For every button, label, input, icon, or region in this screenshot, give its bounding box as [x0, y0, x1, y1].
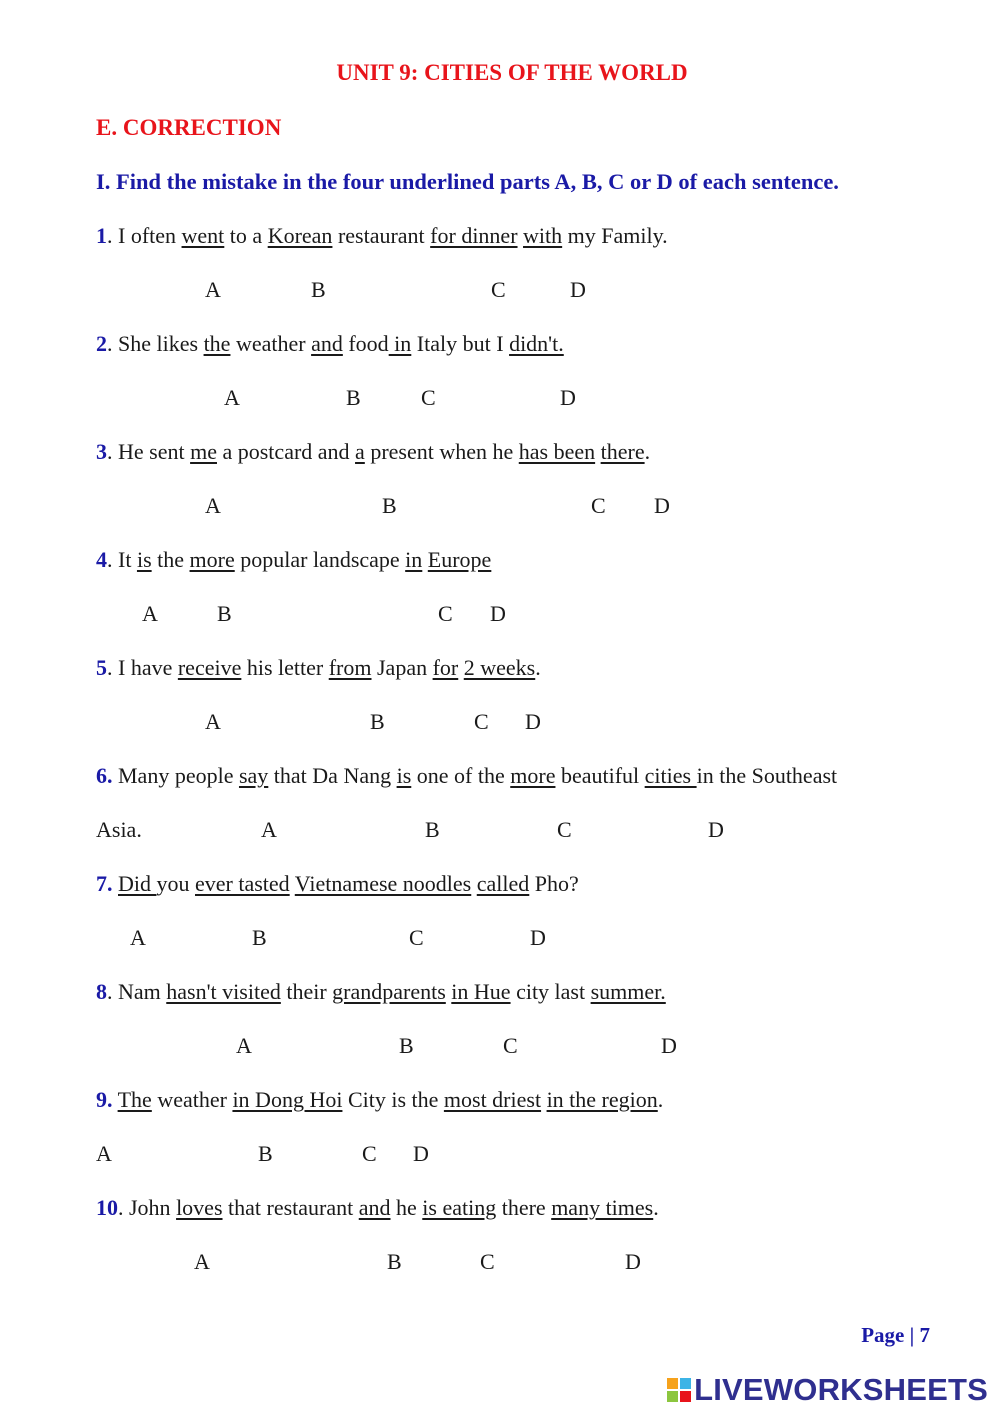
option-letter-b: B	[252, 925, 267, 950]
underlined-part: and	[358, 1195, 391, 1220]
underlined-part: the	[203, 331, 231, 356]
question-number: 2	[96, 331, 107, 356]
underlined-part: most driest	[443, 1087, 542, 1112]
question-1	[96, 223, 668, 249]
option-letter-a: A	[96, 1141, 112, 1166]
sentence-text: he	[390, 1195, 423, 1220]
option-letter-a: A	[142, 601, 158, 626]
question-6	[96, 763, 837, 789]
option-letter-d: D	[490, 601, 506, 626]
option-letter-a: A	[236, 1033, 252, 1058]
question-9	[96, 1087, 663, 1113]
underlined-part: Korean	[267, 223, 333, 248]
option-letter-c: C	[438, 601, 453, 626]
option-letter-d: D	[625, 1249, 641, 1274]
sentence-text: popular landscape	[234, 547, 406, 572]
option-letter-b: B	[311, 277, 326, 302]
question-number: 7.	[96, 871, 113, 896]
question-3	[96, 439, 650, 465]
underlined-part: with	[523, 223, 563, 248]
underlined-part: in Dong Hoi	[232, 1087, 343, 1112]
sentence-text: weather	[230, 331, 312, 356]
sentence-text: to a	[224, 223, 268, 248]
sentence-text: my Family.	[562, 223, 668, 248]
option-letter-a: A	[261, 817, 277, 842]
option-letter-b: B	[258, 1141, 273, 1166]
option-letter-b: B	[370, 709, 385, 734]
option-letter-d: D	[530, 925, 546, 950]
sentence-text: beautiful	[555, 763, 645, 788]
page-footer	[861, 1323, 930, 1348]
question-7	[96, 871, 579, 897]
underlined-part: has been	[518, 439, 596, 464]
sentence-text: weather	[151, 1087, 233, 1112]
underlined-part: is eating	[422, 1195, 497, 1220]
underlined-part: cities	[644, 763, 697, 788]
option-letter-b: B	[399, 1033, 414, 1058]
underlined-part: receive	[177, 655, 242, 680]
sentence-text: in the Southeast	[696, 763, 838, 788]
underlined-part: from	[328, 655, 372, 680]
underlined-part: in Hue	[451, 979, 511, 1004]
question-number: 8	[96, 979, 107, 1004]
option-letter-b: B	[425, 817, 440, 842]
sentence-text: .	[653, 1195, 659, 1220]
sentence-text: . He sent	[107, 439, 191, 464]
option-letter-d: D	[708, 817, 724, 842]
option-letter-b: B	[346, 385, 361, 410]
instruction: I. Find the mistake in the four underlined parts A, B, C or D of each sentence.	[96, 169, 839, 194]
underlined-part: for	[432, 655, 459, 680]
underlined-part: in the region	[546, 1087, 658, 1112]
option-letter-a: A	[205, 709, 221, 734]
sentence-text: . I have	[107, 655, 178, 680]
option-letter-d: D	[661, 1033, 677, 1058]
underlined-part: me	[190, 439, 217, 464]
sentence-text: restaurant	[332, 223, 431, 248]
logo-text: LIVEWORKSHEETS	[694, 1372, 988, 1407]
underlined-part: didn't.	[509, 331, 564, 356]
question-number: 9.	[96, 1087, 113, 1112]
underlined-part: is	[396, 763, 412, 788]
page-separator: |	[909, 1323, 915, 1347]
sentence-text: .	[644, 439, 651, 464]
option-letter-c: C	[503, 1033, 518, 1058]
underlined-part: The	[117, 1087, 152, 1112]
option-letter-c: C	[421, 385, 436, 410]
option-letter-a: A	[224, 385, 240, 410]
question-2	[96, 331, 564, 357]
sentence-text: Italy but I	[411, 331, 510, 356]
underlined-part: for dinner	[430, 223, 518, 248]
option-letter-c: C	[491, 277, 506, 302]
sentence-text: . I often	[107, 223, 182, 248]
question-number: 10	[96, 1195, 118, 1220]
question-number: 6.	[96, 763, 113, 788]
underlined-part: hasn't visited	[166, 979, 281, 1004]
question-number: 4	[96, 547, 107, 572]
sentence-text: that restaurant	[222, 1195, 359, 1220]
sentence-text: .	[657, 1087, 664, 1112]
sentence-text: . It	[107, 547, 137, 572]
sentence-text: city last	[510, 979, 591, 1004]
question-5	[96, 655, 541, 681]
sentence-text: Many people	[112, 763, 239, 788]
underlined-part: summer.	[590, 979, 666, 1004]
page-label: Page	[861, 1323, 905, 1347]
option-letter-c: C	[557, 817, 572, 842]
underlined-part: Europe	[427, 547, 492, 572]
underlined-part: Vietnamese noodles	[294, 871, 472, 896]
question-number: 3	[96, 439, 107, 464]
question-number: 1	[96, 223, 107, 248]
option-letter-c: C	[480, 1249, 495, 1274]
option-letter-b: B	[217, 601, 232, 626]
option-letter-b: B	[387, 1249, 402, 1274]
page-title: UNIT 9: CITIES OF THE WORLD	[336, 60, 688, 85]
underlined-part: more	[510, 763, 556, 788]
option-letter-c: C	[409, 925, 424, 950]
underlined-part: loves	[176, 1195, 223, 1220]
sentence-text: his letter	[241, 655, 329, 680]
sentence-text: . She likes	[107, 331, 204, 356]
question-10	[96, 1195, 659, 1221]
sentence-text: City is the	[342, 1087, 444, 1112]
sentence-text: you	[156, 871, 195, 896]
sentence-text: Pho?	[529, 871, 579, 896]
option-letter-d: D	[570, 277, 586, 302]
option-letter-c: C	[362, 1141, 377, 1166]
question-4	[96, 547, 491, 573]
sentence-text: there	[496, 1195, 552, 1220]
liveworksheets-logo	[667, 1372, 988, 1408]
logo-grid-icon	[667, 1378, 691, 1402]
underlined-part: went	[181, 223, 225, 248]
underlined-part: many times	[551, 1195, 654, 1220]
option-letter-a: A	[194, 1249, 210, 1274]
sentence-text: a postcard and	[216, 439, 356, 464]
underlined-part: ever tasted	[195, 871, 290, 896]
sentence-text: present when he	[364, 439, 519, 464]
underlined-part: a	[355, 439, 365, 464]
option-letter-a: A	[205, 277, 221, 302]
underlined-part: called	[476, 871, 530, 896]
underlined-part: more	[189, 547, 235, 572]
sentence-text: Japan	[371, 655, 433, 680]
underlined-part: there	[600, 439, 645, 464]
sentence-text: food	[342, 331, 389, 356]
sentence-text: that Da Nang	[268, 763, 397, 788]
option-letter-c: C	[591, 493, 606, 518]
option-letter-b: B	[382, 493, 397, 518]
option-letter-d: D	[560, 385, 576, 410]
underlined-part: grandparents	[332, 979, 446, 1004]
option-letter-d: D	[413, 1141, 429, 1166]
option-letter-d: D	[654, 493, 670, 518]
page-number: 7	[919, 1323, 930, 1347]
sentence-text: .	[535, 655, 541, 680]
sentence-text: . John	[118, 1195, 177, 1220]
option-letter-a: A	[130, 925, 146, 950]
question-number: 5	[96, 655, 107, 680]
sentence-text: their	[280, 979, 333, 1004]
underlined-part: say	[238, 763, 269, 788]
sentence-text: the	[151, 547, 190, 572]
underlined-part: Did	[118, 871, 157, 896]
sentence-text: one of the	[411, 763, 511, 788]
underlined-part: in	[388, 331, 412, 356]
question-8	[96, 979, 666, 1005]
sentence-text: . Nam	[107, 979, 167, 1004]
section-heading: E. CORRECTION	[96, 115, 282, 140]
option-letter-d: D	[525, 709, 541, 734]
underlined-part: 2 weeks	[463, 655, 536, 680]
underlined-part: and	[311, 331, 343, 356]
option-letter-a: A	[205, 493, 221, 518]
underlined-part: in	[405, 547, 423, 572]
question-continuation: Asia.	[96, 817, 142, 842]
underlined-part: is	[136, 547, 152, 572]
option-letter-c: C	[474, 709, 489, 734]
